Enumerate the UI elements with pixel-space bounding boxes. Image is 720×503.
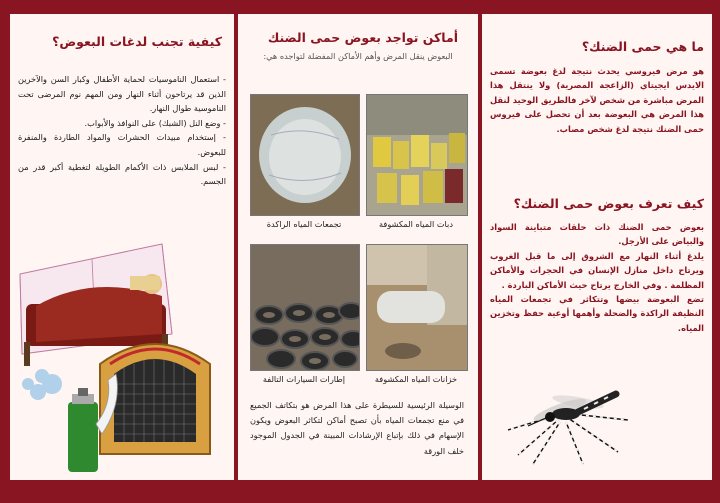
breeding-places-intro: البعوض ينقل المرض وأهم الأماكن المفضلة لتواجده هي: [263, 51, 453, 61]
identify-mosquito-title: كيف تعرف بعوض حمى الضنك؟ [513, 196, 704, 211]
photo-open-tanks [366, 244, 468, 371]
left-panel [10, 14, 234, 480]
what-is-dengue-title: ما هي حمى الضنك؟ [581, 39, 704, 54]
identify-point-3: تضع البعوضة بيضها وتتكاثر في تجمعات المياه النظيفة الراكدة والضحلة وأهمها أوعية حفظ وتخزين المياه. [490, 294, 704, 333]
control-method-text: الوسيلة الرئيسية للسيطرة على هذا المرض هو بتكاتف الجميع في منع تجمعات المياه بأن تصبح أماكن لتكاثر البعوض ويكون الإسهام في ذلك بإتباع الإرشادات المبينة في الجدول الموجود خلف الورقة [250, 400, 464, 456]
caption-stagnant-water: تجمعات المياه الراكدة [266, 219, 342, 229]
protection-illustration [12, 234, 232, 480]
breeding-places-title: أماكن تواجد بعوض حمى الضنك [267, 30, 458, 45]
tip-insecticides: - إستخدام مبيدات الحشرات والمواد الطاردة والمنفرة للبعوض. [18, 132, 226, 157]
caption-open-containers: دبات المياه المكشوفة [379, 219, 453, 229]
right-panel [482, 14, 712, 480]
avoid-bites-title: كيفية تجنب لدغات البعوض؟ [52, 34, 222, 49]
tip-mosquito-nets: - استعمال الناموسيات لحماية الأطفال وكبار السن والآخرين الذين قد يرتاحون أثناء النهار ومن المهم نوم المرضى تحت الناموسية طوال النهار. [18, 74, 226, 114]
photo-open-containers [366, 94, 468, 216]
what-is-dengue-text: هو مرض فيروسي يحدث نتيجة لدغ بعوضة تسمى الايدس ايجيتاي (الزاعجة المصرية) ولا ينتقل هذا المرض مباشرة من شخص لآخر فالطريق الوحيد لنقل هذا المرض هي البعوضة بعد أن تحصل على فيروس حمى الضنك نتيجة لدغ شخص مصاب. [489, 66, 704, 134]
caption-open-tanks: خزانات المياه المكشوفة [374, 374, 458, 384]
identify-mosquito-text [490, 220, 704, 335]
tip-long-sleeves: - لبس الملابس ذات الأكمام الطويلة لتغطية أكبر قدر من الجسم. [18, 161, 226, 187]
identify-point-1: بعوض حمى الضنك ذات حلقات متباينة السواد والبياض على الأرجل. [490, 222, 704, 247]
mosquito-illustration [488, 360, 638, 468]
identify-point-2: يلدغ أثناء النهار مع الشروق إلى ما قبل الغروب ويرتاح داخل منازل الإنسان في الحجرات والأماكن المظلمة . وفي الخارج يرتاح حيث الأماكن الباردة . [490, 250, 704, 290]
photo-stagnant-water [250, 94, 360, 216]
middle-panel [238, 14, 478, 480]
caption-damaged-tires: إطارات السيارات التالفة [262, 374, 346, 384]
tip-window-screens: - وضع النل (الشبك) على النوافذ والأبواب. [84, 117, 226, 128]
avoid-bites-list [18, 72, 226, 189]
photo-damaged-tires [250, 244, 360, 371]
